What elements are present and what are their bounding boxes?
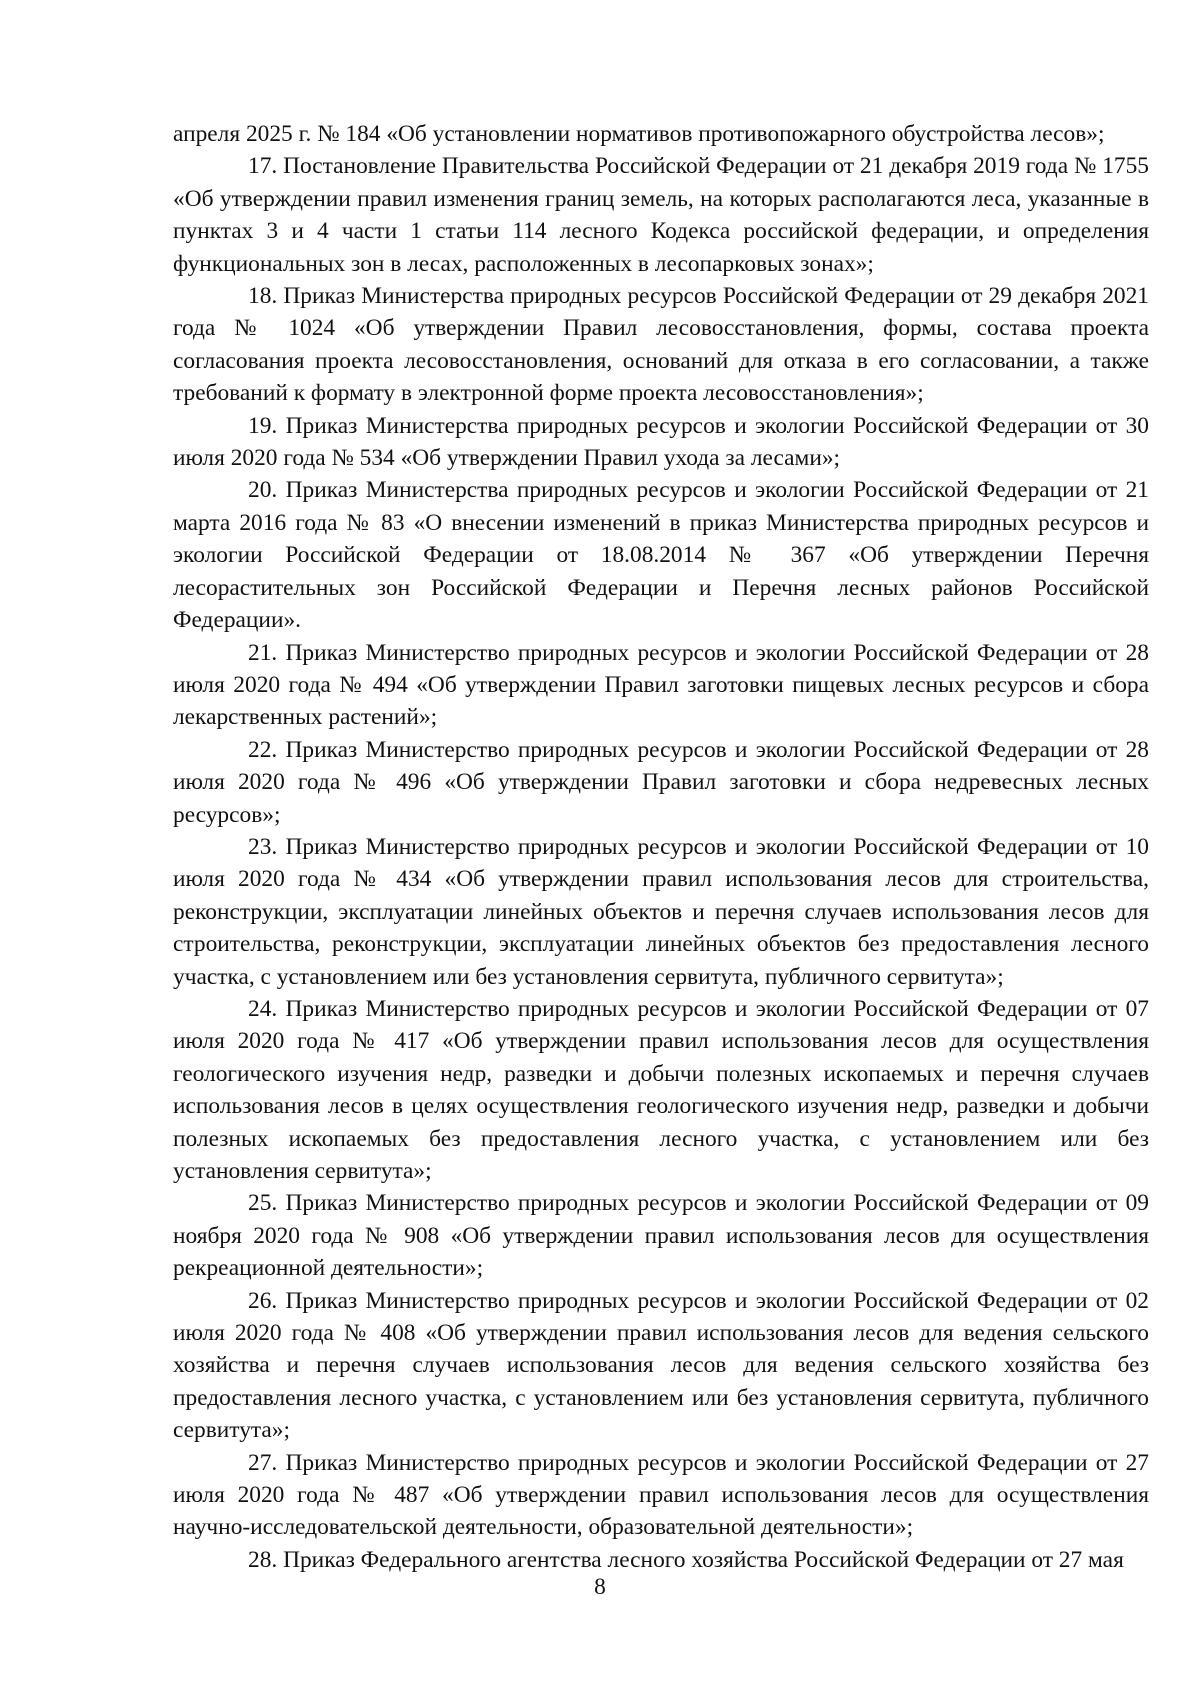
paragraph-item-17: 17. Постановление Правительства Российской Федерации от 21 декабря 2019 года № 1755 «Об утверждении правил изменения границ земель, на которых располагаются леса, указанные в пунктах 3 и 4 части 1 статьи 114 лесного Кодекса российской федерации, и определения функциональных зон в лесах, расположенных в лесопарковых зонах»; <box>173 153 1149 277</box>
paragraph-item-23: 23. Приказ Министерство природных ресурсов и экологии Российской Федерации от 10 июля 2020 года № 434 «Об утверждении правил использования лесов для строительства, реконструкции, эксплуатации линейных объектов и перечня случаев использования лесов для строительства, реконструкции, эксплуатации линейных объектов без предоставления лесного участка, с установлением или без установления сервитута, публичного сервитута»; <box>173 833 1149 990</box>
paragraph-item-18: 18. Приказ Министерства природных ресурсов Российской Федерации от 29 декабря 2021 года № 1024 «Об утверждении Правил лесовосстановления, формы, состава проекта согласования проекта лесовосстановления, оснований для отказа в его согласовании, а также требований к формату в электронной форме проекта лесовосстановления»; <box>173 283 1149 407</box>
paragraph-item-19: 19. Приказ Министерства природных ресурсов и экологии Российской Федерации от 30 июля 2020 года № 534 «Об утверждении Правил ухода за лесами»; <box>173 412 1149 472</box>
paragraph-item-25: 25. Приказ Министерство природных ресурсов и экологии Российской Федерации от 09 ноября 2020 года № 908 «Об утверждении правил использования лесов для осуществления рекреационной деятельности»; <box>173 1190 1149 1282</box>
paragraph-item-24: 24. Приказ Министерство природных ресурсов и экологии Российской Федерации от 07 июля 2020 года № 417 «Об утверждении правил использования лесов для осуществления геологического изучения недр, разведки и добычи полезных ископаемых и перечня случаев использования лесов в целях осуществления геологического изучения недр, разведки и добычи полезных ископаемых без предоставления лесного участка, с установлением или без установления сервитута»; <box>173 995 1149 1184</box>
document-body <box>173 118 1149 1576</box>
paragraph-continuation: апреля 2025 г. № 184 «Об установлении нормативов противопожарного обустройства лесов»; <box>173 121 1105 147</box>
paragraph-item-21: 21. Приказ Министерство природных ресурсов и экологии Российской Федерации от 28 июля 2020 года № 494 «Об утверждении Правил заготовки пищевых лесных ресурсов и сбора лекарственных растений»; <box>173 639 1149 731</box>
paragraph-item-28: 28. Приказ Федерального агентства лесного хозяйства Российской Федерации от 27 мая <box>248 1546 1124 1573</box>
paragraph-item-22: 22. Приказ Министерство природных ресурсов и экологии Российской Федерации от 28 июля 2020 года № 496 «Об утверждении Правил заготовки и сбора недревесных лесных ресурсов»; <box>173 736 1149 828</box>
paragraph-item-26: 26. Приказ Министерство природных ресурсов и экологии Российской Федерации от 02 июля 2020 года № 408 «Об утверждении правил использования лесов для ведения сельского хозяйства и перечня случаев использования лесов для ведения сельского хозяйства без предоставления лесного участка, с установлением или без установления сервитута, публичного сервитута»; <box>173 1287 1149 1444</box>
page-number: 8 <box>594 1574 606 1600</box>
paragraph-item-27: 27. Приказ Министерство природных ресурсов и экологии Российской Федерации от 27 июля 2020 года № 487 «Об утверждении правил использования лесов для осуществления научно-исследовательской деятельности, образовательной деятельности»; <box>173 1449 1149 1541</box>
paragraph-item-20: 20. Приказ Министерства природных ресурсов и экологии Российской Федерации от 21 марта 2016 года № 83 «О внесении изменений в приказ Министерства природных ресурсов и экологии Российской Федерации от 18.08.2014 № 367 «Об утверждении Перечня лесорастительных зон Российской Федерации и Перечня лесных районов Российской Федерации». <box>173 477 1149 634</box>
